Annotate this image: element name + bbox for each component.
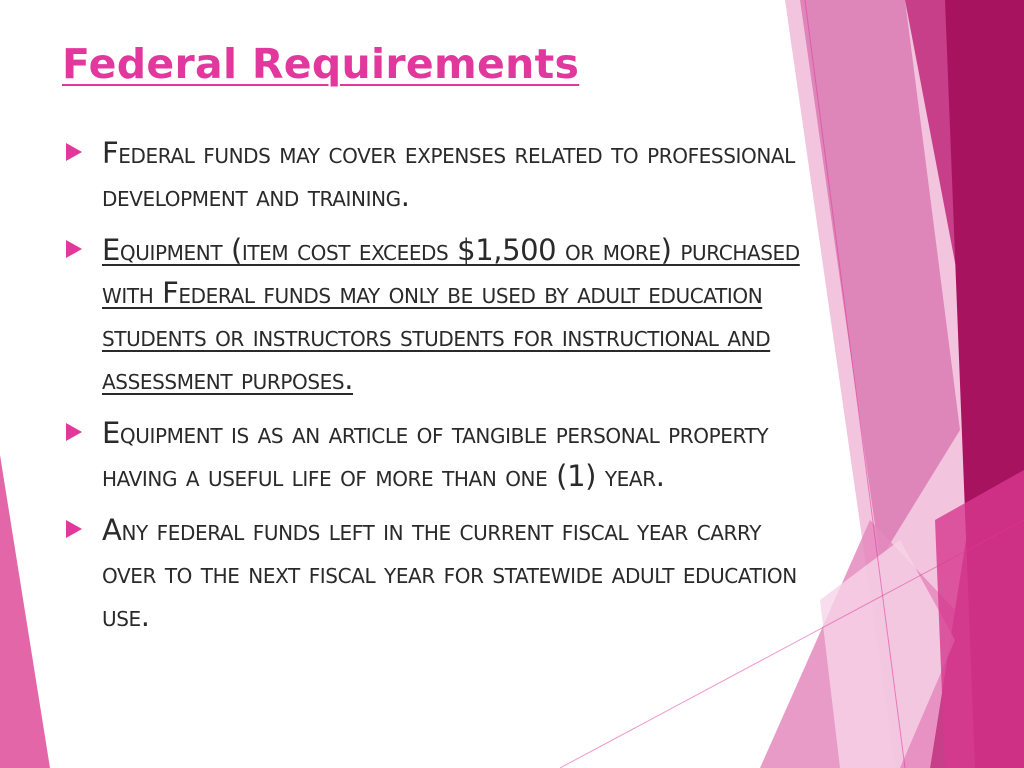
triangle-bullet-icon <box>66 423 82 441</box>
triangle-bullet-icon <box>66 240 82 258</box>
bullet-text: Any federal funds left in the current fiscal year carry over to the next fiscal year for statewide adult education use. <box>102 513 797 633</box>
triangle-bullet-icon <box>66 520 82 538</box>
bullet-text: Federal funds may cover expenses related to professional development and training. <box>102 136 795 213</box>
bullet-text-underlined: Equipment (item cost exceeds $1,500 or more) purchased with Federal funds may only be used by adult education students or instructors students for instructional and assessment purposes. <box>102 233 800 396</box>
bullet-item <box>60 132 820 218</box>
left-accent-stripe <box>0 455 50 768</box>
right-bottom-bright <box>935 470 1024 768</box>
bullet-item <box>60 412 820 498</box>
slide-title: Federal Requirements <box>62 40 580 88</box>
triangle-bullet-icon <box>66 143 82 161</box>
bullet-text: Equipment is as an article of tangible personal property having a useful life of more than one (1) year. <box>102 416 769 493</box>
bullet-item <box>60 509 820 638</box>
bullet-list <box>60 132 820 649</box>
bullet-item <box>60 229 820 401</box>
